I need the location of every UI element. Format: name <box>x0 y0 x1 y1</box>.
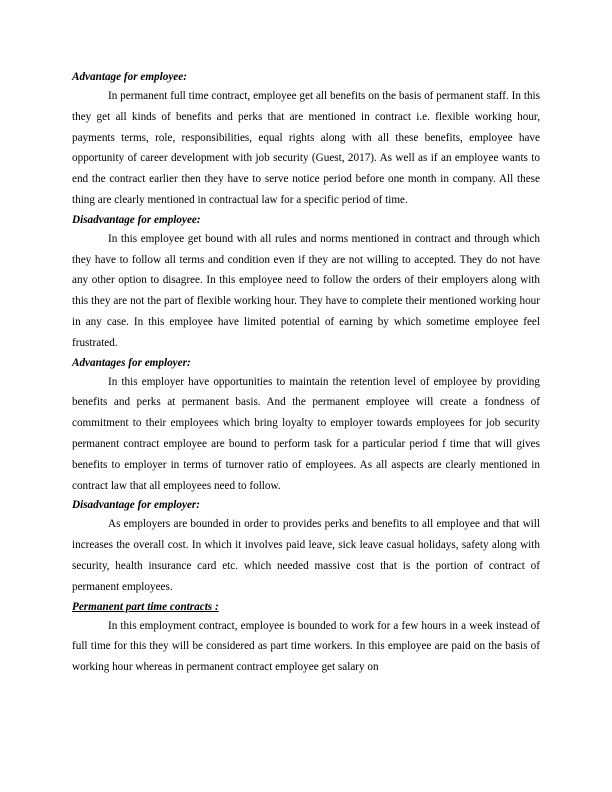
document-page <box>72 68 540 678</box>
heading-advantages-employer: Advantages for employer: <box>72 356 191 369</box>
paragraph-advantage-employee: In permanent full time contract, employee get all benefits on the basis of permanent staff. In this they get all kinds of benefits and perks that are mentioned in contract i.e. flexible working hour, payments terms, role, responsibilities, equal rights along with all these benefits, employee have opportunity of career development with job security (Guest, 2017). As well as if an employee wants to end the contract earlier then they have to serve notice period before one month in company. All these thing are clearly mentioned in contractual law for a specific period of time. <box>72 90 540 206</box>
paragraph-disadvantage-employee: In this employee get bound with all rules and norms mentioned in contract and through which they have to follow all terms and condition even if they are not willing to accepted. They do not have any other option to disagree. In this employee need to follow the orders of their employers along with this they are not the part of flexible working hour. They have to complete their mentioned working hour in any case. In this employee have limited potential of earning by which sometime employee feel frustrated. <box>72 232 540 349</box>
heading-disadvantage-employee: Disadvantage for employee: <box>72 213 201 226</box>
paragraph-disadvantage-employer: As employers are bounded in order to provides perks and benefits to all employee and that will increases the overall cost. In which it involves paid leave, sick leave casual holidays, safety along with security, health insurance card etc. which needed massive cost that is the portion of contract of permanent employees. <box>72 518 540 593</box>
heading-disadvantage-employer: Disadvantage for employer: <box>72 499 201 512</box>
heading-permanent-part-time: Permanent part time contracts : <box>72 600 219 613</box>
paragraph-advantages-employer: In this employer have opportunities to maintain the retention level of employee by providing benefits and perks at permanent basis. And the permanent employee will create a fondness of commitment to their employees which bring loyalty to employer towards employees for job security permanent contract employee are bound to perform task for a particular period f time that will gives benefits to employer in terms of turnover ratio of employees. As all aspects are clearly mentioned in contract law that all employees need to follow. <box>72 375 540 492</box>
paragraph-permanent-part-time: In this employment contract, employee is bounded to work for a few hours in a week instead of full time for this they will be considered as part time workers. In this employee are paid on the basis of working hour whereas in permanent contract employee get salary on <box>72 619 540 674</box>
heading-advantage-employee: Advantage for employee: <box>72 71 187 83</box>
